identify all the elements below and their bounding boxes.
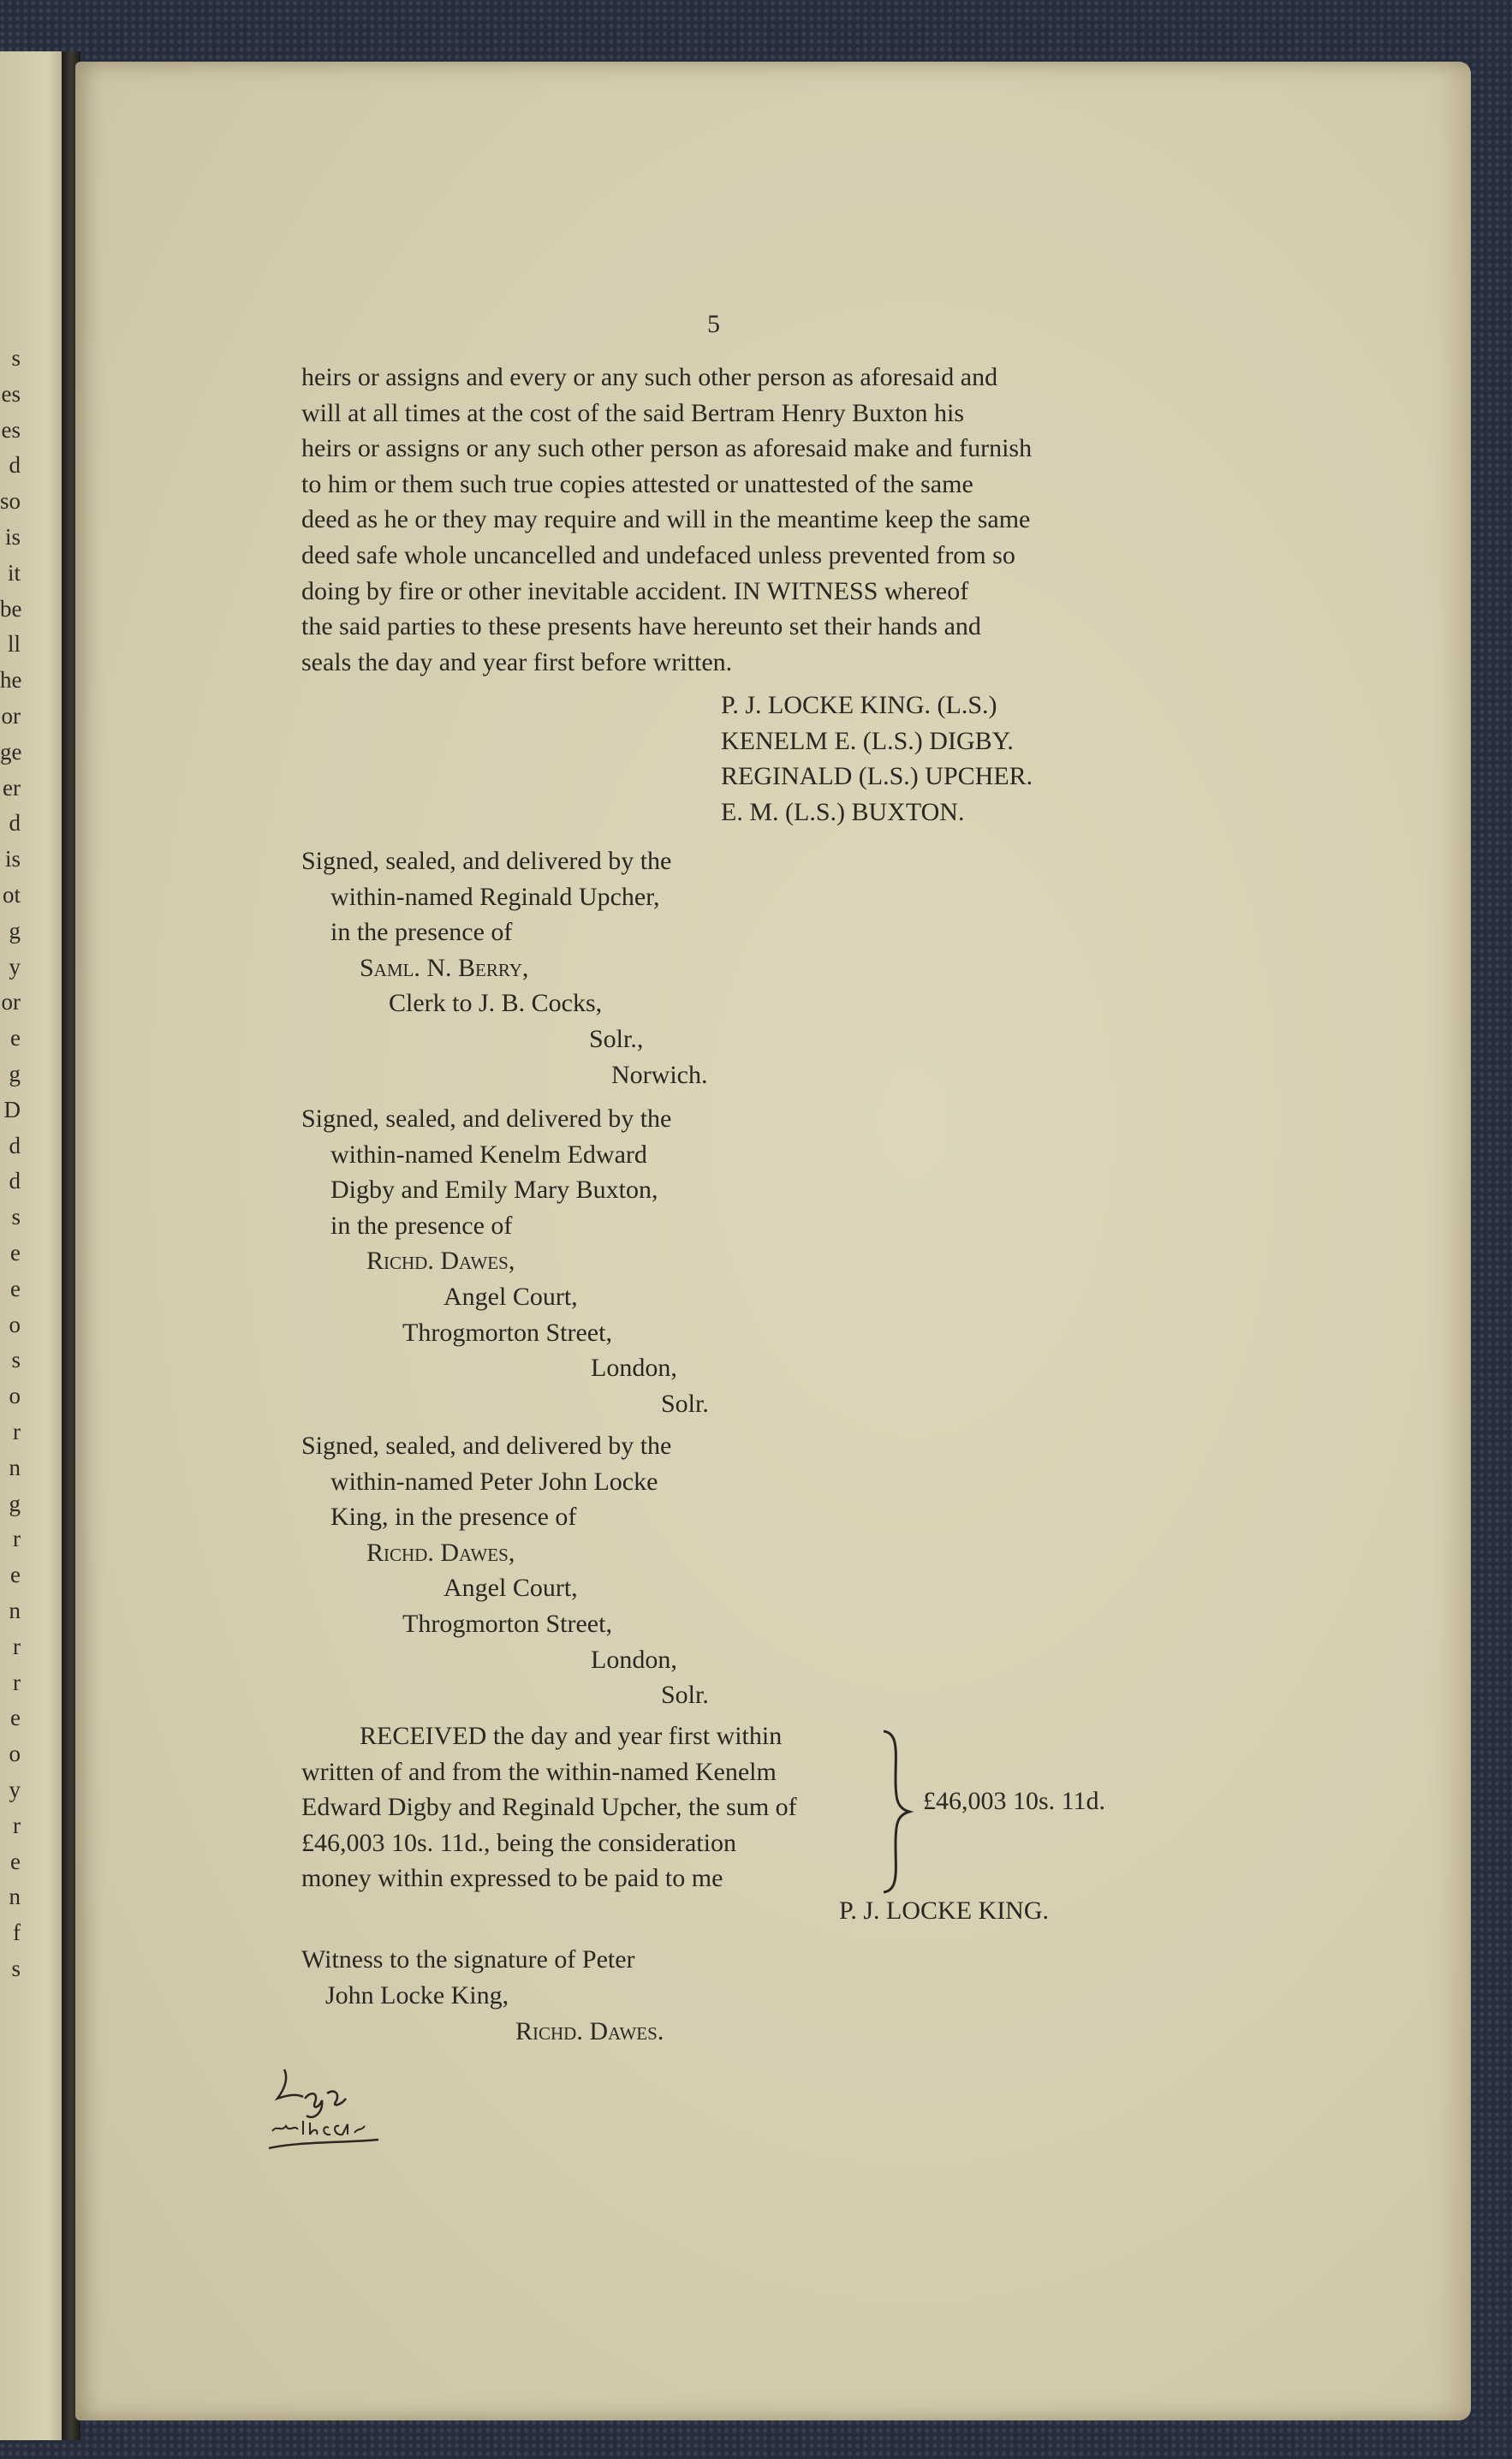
body-line: heirs or assigns or any such other person as aforesaid make and furnish	[301, 434, 1033, 463]
previous-page-fragment: y	[9, 953, 21, 979]
body-line: seals the day and year first before written.	[301, 647, 733, 676]
witness-line: Solr.,	[589, 1024, 644, 1053]
witness-name: Richd. Dawes.	[515, 2017, 664, 2045]
witness-name: Richd. Dawes,	[366, 1538, 515, 1567]
body-line: the said parties to these presents have hereunto set their hands and	[301, 612, 981, 641]
previous-page-fragment: s	[11, 345, 21, 371]
previous-page-fragment: d	[9, 1132, 21, 1158]
page-number: 5	[707, 310, 720, 338]
witness-line: London,	[591, 1645, 677, 1674]
previous-page-fragment: g	[9, 1490, 21, 1516]
previous-page-fragment: e	[10, 1562, 21, 1588]
witness-line: Solr.	[661, 1681, 709, 1710]
receipt-line: written of and from the within-named Kenelm	[301, 1757, 777, 1786]
final-witness-block	[301, 1942, 664, 2050]
witness-line: within-named Reginald Upcher,	[330, 882, 660, 911]
previous-page-fragment: d	[9, 1168, 21, 1194]
previous-page-fragment: ll	[7, 631, 21, 658]
witness-line: Digby and Emily Mary Buxton,	[330, 1176, 658, 1205]
body-line: will at all times at the cost of the said Bertram Henry Buxton his	[301, 398, 965, 427]
body-line: to him or them such true copies attested or unattested of the same	[301, 469, 973, 498]
curly-brace-icon	[880, 1728, 914, 1896]
body-line: heirs or assigns and every or any such other person as aforesaid and	[301, 363, 998, 391]
witness-line: John Locke King,	[325, 1981, 509, 2009]
previous-page-fragment: r	[13, 1526, 21, 1552]
previous-page-fragment: n	[9, 1454, 21, 1480]
receipt-paragraph	[301, 1718, 872, 1896]
witness-line: within-named Peter John Locke	[330, 1467, 658, 1496]
previous-page-fragment: er	[3, 774, 21, 801]
signature-line: E. M. (L.S.) BUXTON.	[721, 797, 965, 826]
signature-line: P. J. LOCKE KING. (L.S.)	[721, 691, 997, 719]
previous-page-fragment: f	[13, 1920, 21, 1946]
deed-body-paragraph	[301, 360, 1142, 680]
witness-block-digby-buxton	[301, 1101, 709, 1421]
receipt-line: money within expressed to be paid to me	[301, 1864, 723, 1893]
party-signatures	[721, 688, 1033, 830]
signature-line: REGINALD (L.S.) UPCHER.	[721, 762, 1033, 791]
handwritten-note-icon	[265, 2059, 385, 2162]
receipt-amount: £46,003 10s. 11d.	[923, 1787, 1106, 1815]
previous-page-edge	[0, 51, 70, 2440]
previous-page-fragment: e	[10, 1025, 21, 1051]
previous-page-fragment: or	[1, 989, 21, 1015]
receipt-line: £46,003 10s. 11d., being the consideration	[301, 1828, 736, 1857]
body-line: deed safe whole uncancelled and undefaced unless prevented from so	[301, 540, 1015, 569]
previous-page-fragment: g	[9, 1061, 21, 1087]
previous-page-fragment: or	[1, 703, 21, 729]
previous-page-fragment: y	[9, 1777, 21, 1802]
previous-page-fragment: so	[0, 488, 21, 515]
previous-page-fragment: d	[9, 810, 21, 837]
previous-page-fragment: is	[4, 524, 21, 550]
witness-line: Angel Court,	[443, 1282, 578, 1311]
witness-line: Clerk to J. B. Cocks,	[389, 989, 603, 1018]
previous-page-fragment: g	[9, 917, 21, 944]
previous-page-fragment: o	[9, 1383, 21, 1409]
witness-line: Signed, sealed, and delivered by the	[301, 1432, 672, 1460]
previous-page-fragment: d	[9, 452, 21, 479]
receipt-line: RECEIVED the day and year first within	[360, 1722, 783, 1750]
witness-line: Throgmorton Street,	[402, 1609, 612, 1638]
receipt-line: Edward Digby and Reginald Upcher, the sum of	[301, 1793, 797, 1822]
previous-page-fragment: o	[9, 1311, 21, 1337]
witness-line: Throgmorton Street,	[402, 1318, 612, 1347]
witness-line: Angel Court,	[443, 1574, 578, 1603]
witness-line: King, in the presence of	[330, 1503, 577, 1532]
witness-line: Signed, sealed, and delivered by the	[301, 1104, 672, 1133]
witness-name: Saml. N. Berry,	[360, 953, 529, 982]
previous-page-fragment: D	[3, 1096, 21, 1122]
previous-page-fragment: e	[10, 1705, 21, 1731]
previous-page-fragment: r	[13, 1633, 21, 1659]
witness-line: in the presence of	[330, 1211, 513, 1240]
witness-name: Richd. Dawes,	[366, 1247, 515, 1276]
witness-line: Witness to the signature of Peter	[301, 1945, 635, 1974]
previous-page-fragment: s	[11, 1956, 21, 1981]
receipt-signature: P. J. LOCKE KING.	[839, 1896, 1050, 1925]
previous-page-fragment: s	[11, 1347, 21, 1373]
previous-page-fragment: n	[9, 1598, 21, 1623]
previous-page-fragment: es	[1, 416, 21, 443]
previous-page-fragment: ot	[2, 882, 21, 908]
witness-line: within-named Kenelm Edward	[330, 1140, 647, 1169]
signature-line: KENELM E. (L.S.) DIGBY.	[721, 726, 1014, 755]
previous-page-fragment: e	[10, 1275, 21, 1301]
previous-page-fragment: r	[13, 1812, 21, 1838]
previous-page-fragment: s	[11, 1204, 21, 1230]
previous-page-fragment: r	[13, 1669, 21, 1695]
previous-page-fragment: e	[10, 1848, 21, 1874]
body-line: doing by fire or other inevitable accident. IN WITNESS whereof	[301, 576, 969, 605]
body-line: deed as he or they may require and will in the meantime keep the same	[301, 505, 1031, 534]
witness-line: Norwich.	[611, 1060, 708, 1089]
witness-block-locke-king	[301, 1428, 709, 1713]
witness-line: Signed, sealed, and delivered by the	[301, 847, 672, 875]
previous-page-fragment: it	[7, 559, 21, 586]
previous-page-fragment: is	[4, 846, 21, 872]
previous-page-fragment: o	[9, 1741, 21, 1767]
previous-page-fragment: he	[0, 667, 22, 694]
witness-line: London,	[591, 1354, 677, 1383]
previous-page-fragment: ge	[0, 738, 22, 765]
previous-page-fragment: e	[10, 1240, 21, 1265]
previous-page-fragment: n	[9, 1884, 21, 1910]
previous-page-fragment: be	[0, 595, 22, 622]
witness-line: in the presence of	[330, 918, 513, 947]
previous-page-fragment: es	[1, 380, 21, 407]
previous-page-fragment: r	[13, 1419, 21, 1444]
witness-line: Solr.	[661, 1389, 709, 1418]
witness-block-upcher	[301, 843, 707, 1093]
